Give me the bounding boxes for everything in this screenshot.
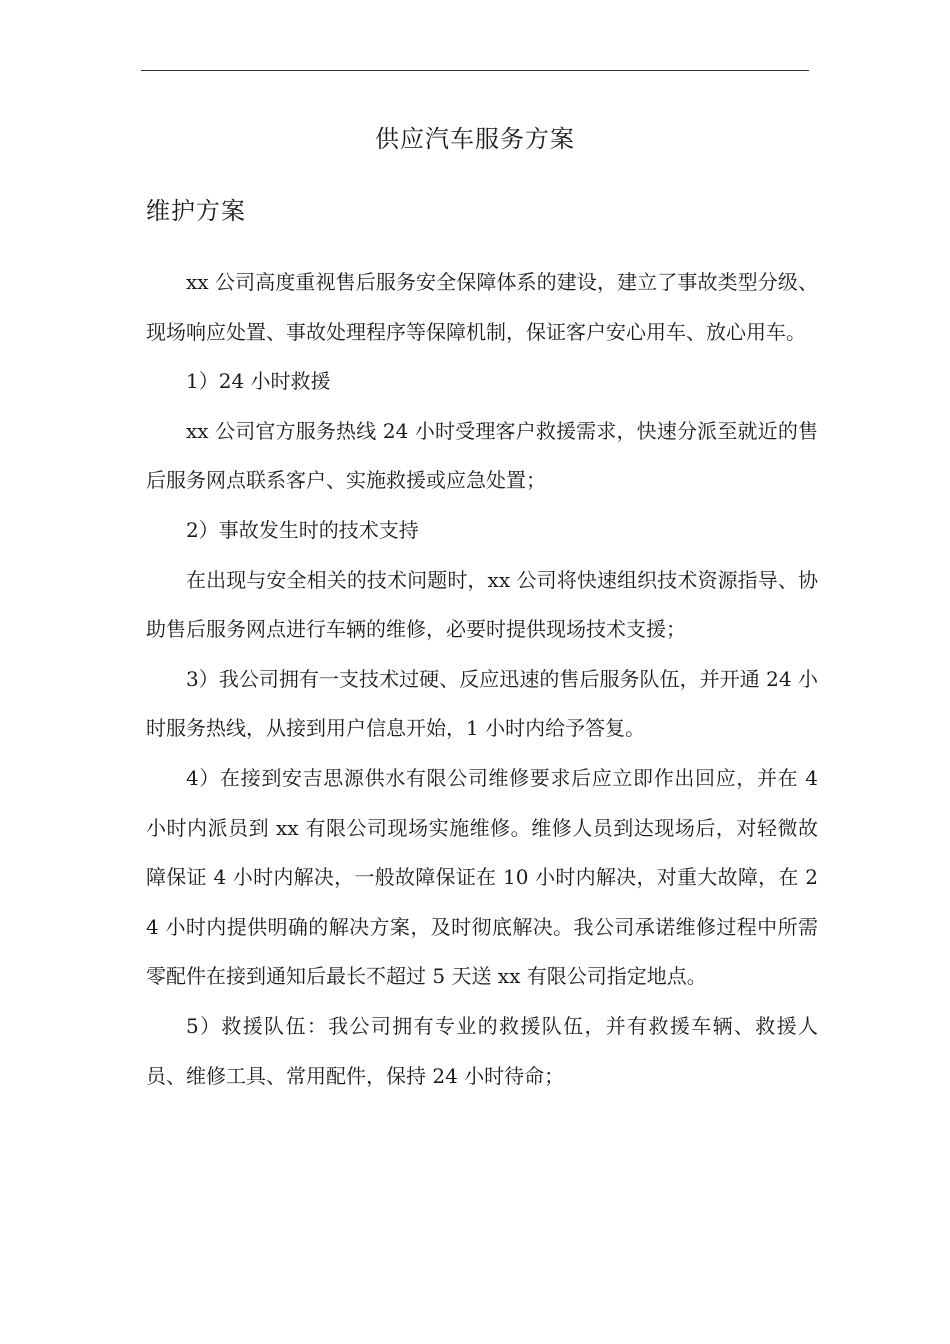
paragraph-intro: xx 公司高度重视售后服务安全保障体系的建设，建立了事故类型分级、现场响应处置、事故处理程序等保障机制，保证客户安心用车、放心用车。 bbox=[146, 270, 818, 344]
paragraph-item-2-heading: 2）事故发生时的技术支持 bbox=[186, 517, 419, 542]
document-body bbox=[146, 258, 825, 1101]
header-rule bbox=[141, 70, 809, 71]
paragraph-item-1-heading: 1）24 小时救援 bbox=[186, 369, 331, 394]
document-title: 供应汽车服务方案 bbox=[375, 125, 575, 153]
paragraph-item-2-body: 在出现与安全相关的技术问题时，xx 公司将快速组织技术资源指导、协助售后服务网点进行车辆的维修，必要时提供现场技术支援； bbox=[146, 567, 818, 642]
paragraph-item-4: 4）在接到安吉思源供水有限公司维修要求后应立即作出回应，并在 4 小时内派员到 xx 有限公司现场实施维修。维修人员到达现场后，对轻微故障保证 4 小时内解决，一般故障保证在 10 小时内解决，对重大故障，在 24 小时内提供明确的解决方案，及时彻底解决。我公司承诺维修过程中所需零配件在接到通知后最长不超过 5 天送 xx 有限公司指定地点。 bbox=[146, 765, 825, 989]
section-heading: 维护方案 bbox=[146, 197, 246, 225]
paragraph-item-1-body: xx 公司官方服务热线 24 小时受理客户救援需求，快速分派至就近的售后服务网点联系客户、实施救援或应急处置； bbox=[146, 418, 818, 493]
paragraph-item-3: 3）我公司拥有一支技术过硬、反应迅速的售后服务队伍，并开通 24 小时服务热线，从接到用户信息开始，1 小时内给予答复。 bbox=[146, 666, 818, 741]
paragraph-item-5: 5）救援队伍：我公司拥有专业的救援队伍，并有救援车辆、救援人员、维修工具、常用配件，保持 24 小时待命； bbox=[146, 1013, 818, 1088]
